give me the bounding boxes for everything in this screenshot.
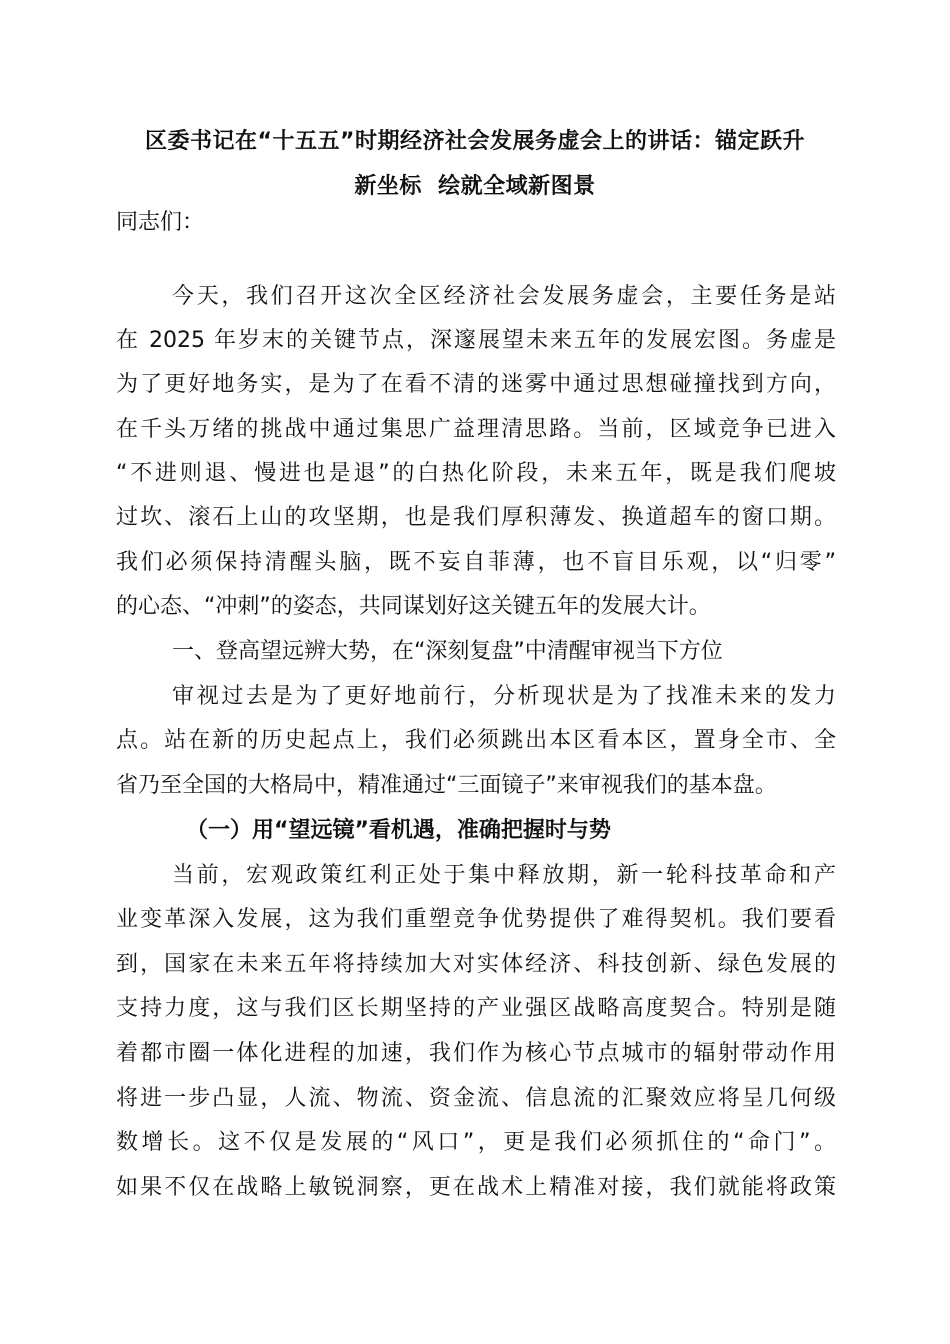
paragraph-line: 当前，宏观政策红利正处于集中释放期，新一轮科技革命和产 [172, 863, 836, 888]
paragraph-line: 过坎、滚石上山的攻坚期，也是我们厚积薄发、换道超车的窗口期。 [116, 505, 836, 530]
paragraph-line: “不进则退、慢进也是退”的白热化阶段，未来五年，既是我们爬坡 [116, 461, 836, 486]
paragraph-line: 着都市圈一体化进程的加速，我们作为核心节点城市的辐射带动作用 [116, 1041, 836, 1066]
paragraph-line: 为了更好地务实，是为了在看不清的迷雾中通过思想碰撞找到方向， [116, 372, 836, 397]
paragraph-line: 审视过去是为了更好地前行，分析现状是为了找准未来的发力 [172, 684, 836, 709]
paragraph-line: 我们必须保持清醒头脑，既不妄自菲薄，也不盲目乐观，以“归零” [116, 550, 836, 575]
paragraph-line: 支持力度，这与我们区长期坚持的产业强区战略高度契合。特别是随 [116, 996, 836, 1021]
salutation: 同志们： [116, 210, 205, 235]
paragraph-line: 如果不仅在战略上敏锐洞察，更在战术上精准对接，我们就能将政策 [116, 1175, 836, 1200]
section-heading: 一、登高望远辨大势，在“深刻复盘”中清醒审视当下方位 [172, 639, 723, 664]
subsection-heading: （一）用“望远镜”看机遇，准确把握时与势 [186, 818, 611, 843]
document-title-line-1: 区委书记在“十五五”时期经济社会发展务虚会上的讲话：锚定跃升 [145, 129, 805, 154]
paragraph-line: 到，国家在未来五年将持续加大对实体经济、科技创新、绿色发展的 [116, 952, 836, 977]
paragraph-line: 数增长。这不仅是发展的“风口”，更是我们必须抓住的“命门”。 [116, 1130, 836, 1155]
document-title-line-2: 新坐标 绘就全域新图景 [354, 174, 596, 199]
paragraph-line: 在千头万绪的挑战中通过集思广益理清思路。当前，区域竞争已进入 [116, 417, 836, 442]
paragraph-line: 在 2025 年岁末的关键节点，深邃展望未来五年的发展宏图。务虚是 [116, 328, 836, 353]
paragraph-line: 将进一步凸显，人流、物流、资金流、信息流的汇聚效应将呈几何级 [116, 1086, 836, 1111]
paragraph-line: 点。站在新的历史起点上，我们必须跳出本区看本区，置身全市、全 [116, 728, 836, 753]
paragraph-line: 省乃至全国的大格局中，精准通过“三面镜子”来审视我们的基本盘。 [116, 773, 777, 798]
paragraph-line: 的心态、“冲刺”的姿态，共同谋划好这关键五年的发展大计。 [116, 594, 711, 619]
paragraph-line: 业变革深入发展，这为我们重塑竞争优势提供了难得契机。我们要看 [116, 907, 836, 932]
paragraph-line: 今天，我们召开这次全区经济社会发展务虚会，主要任务是站 [172, 284, 836, 309]
